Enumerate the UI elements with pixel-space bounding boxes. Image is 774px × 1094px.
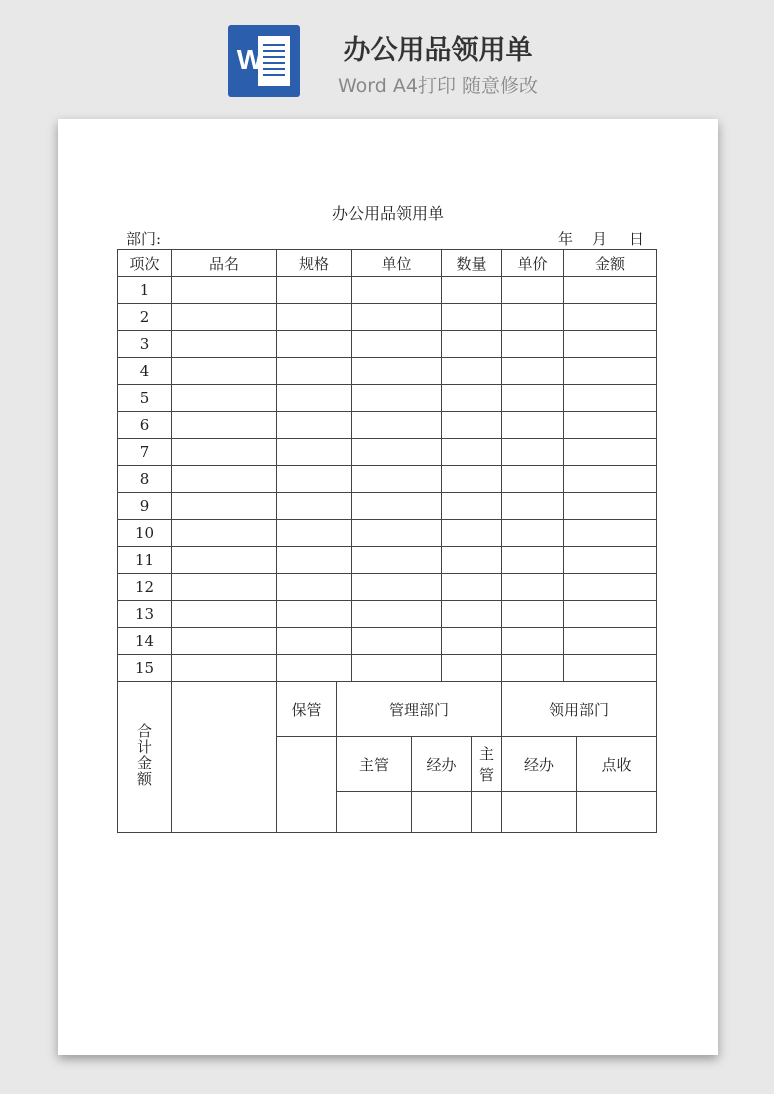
table-cell[interactable] (564, 493, 657, 520)
row-number: 14 (118, 628, 172, 655)
row-number: 2 (118, 304, 172, 331)
table-cell[interactable] (502, 439, 564, 466)
date-day-label: 日 (629, 230, 645, 248)
table-cell[interactable] (352, 304, 442, 331)
requisition-table (117, 249, 657, 833)
keeper-sign-cell[interactable] (277, 737, 337, 833)
table-cell[interactable] (502, 547, 564, 574)
table-cell[interactable] (564, 547, 657, 574)
signature-cell[interactable] (502, 792, 577, 833)
table-cell[interactable] (502, 358, 564, 385)
role-label: 主管 (337, 737, 412, 792)
signature-cell[interactable] (577, 792, 657, 833)
table-cell[interactable] (172, 628, 277, 655)
page-title: 办公用品领用单 (343, 35, 533, 66)
table-cell[interactable] (172, 304, 277, 331)
date-month-label: 月 (592, 230, 608, 248)
table-cell[interactable] (277, 439, 352, 466)
column-header: 金额 (564, 250, 657, 277)
table-cell[interactable] (352, 331, 442, 358)
table-row (118, 466, 657, 493)
header-banner (0, 0, 774, 118)
table-cell[interactable] (277, 331, 352, 358)
table-cell[interactable] (502, 466, 564, 493)
table-cell[interactable] (442, 277, 502, 304)
table-cell[interactable] (442, 439, 502, 466)
table-row (118, 358, 657, 385)
table-row (118, 331, 657, 358)
table-row (118, 304, 657, 331)
table-cell[interactable] (442, 655, 502, 682)
table-cell[interactable] (277, 655, 352, 682)
signature-cell[interactable] (337, 792, 412, 833)
table-cell[interactable] (564, 628, 657, 655)
table-cell[interactable] (502, 628, 564, 655)
table-row (118, 628, 657, 655)
table-cell[interactable] (502, 277, 564, 304)
table-row (118, 655, 657, 682)
table-cell[interactable] (502, 385, 564, 412)
table-cell[interactable] (277, 520, 352, 547)
table-cell[interactable] (277, 412, 352, 439)
row-number: 10 (118, 520, 172, 547)
table-cell[interactable] (277, 574, 352, 601)
table-row (118, 520, 657, 547)
table-cell[interactable] (352, 385, 442, 412)
form-title: 办公用品领用单 (331, 204, 444, 223)
table-cell[interactable] (172, 412, 277, 439)
column-header: 项次 (118, 250, 172, 277)
table-cell[interactable] (564, 277, 657, 304)
table-cell[interactable] (277, 466, 352, 493)
table-cell[interactable] (564, 304, 657, 331)
table-row (118, 574, 657, 601)
footer-row-top (118, 682, 657, 737)
table-cell[interactable] (442, 385, 502, 412)
keeper-label: 保管 (277, 682, 337, 737)
table-cell[interactable] (172, 493, 277, 520)
table-cell[interactable] (277, 358, 352, 385)
row-number: 15 (118, 655, 172, 682)
table-cell[interactable] (172, 331, 277, 358)
role-label: 经办 (412, 737, 472, 792)
table-cell[interactable] (564, 655, 657, 682)
role-label: 经办 (502, 737, 577, 792)
date-labels (558, 228, 644, 249)
table-cell[interactable] (172, 601, 277, 628)
table-cell[interactable] (352, 493, 442, 520)
signature-cell[interactable] (472, 792, 502, 833)
table-cell[interactable] (564, 520, 657, 547)
table-cell[interactable] (352, 628, 442, 655)
table-cell[interactable] (352, 574, 442, 601)
table-header-row (118, 250, 657, 277)
table-cell[interactable] (352, 358, 442, 385)
signature-cell[interactable] (412, 792, 472, 833)
row-number: 8 (118, 466, 172, 493)
table-cell[interactable] (172, 439, 277, 466)
table-cell[interactable] (172, 547, 277, 574)
total-label-cell (118, 682, 172, 833)
total-amount-cell[interactable] (172, 682, 277, 833)
column-header: 品名 (172, 250, 277, 277)
row-number: 5 (118, 385, 172, 412)
row-number: 9 (118, 493, 172, 520)
table-cell[interactable] (502, 331, 564, 358)
table-cell[interactable] (502, 412, 564, 439)
table-cell[interactable] (172, 358, 277, 385)
table-cell[interactable] (352, 439, 442, 466)
table-cell[interactable] (277, 493, 352, 520)
table-cell[interactable] (352, 277, 442, 304)
row-number: 6 (118, 412, 172, 439)
table-cell[interactable] (172, 655, 277, 682)
row-number: 13 (118, 601, 172, 628)
table-cell[interactable] (564, 439, 657, 466)
table-cell[interactable] (564, 601, 657, 628)
table-cell[interactable] (352, 520, 442, 547)
table-cell[interactable] (564, 385, 657, 412)
table-row (118, 493, 657, 520)
table-cell[interactable] (172, 385, 277, 412)
table-cell[interactable] (442, 628, 502, 655)
column-header: 规格 (277, 250, 352, 277)
table-cell[interactable] (442, 493, 502, 520)
table-cell[interactable] (172, 520, 277, 547)
table-cell[interactable] (442, 574, 502, 601)
table-cell[interactable] (442, 304, 502, 331)
table-cell[interactable] (442, 520, 502, 547)
table-cell[interactable] (277, 628, 352, 655)
table-cell[interactable] (442, 547, 502, 574)
date-year-label: 年 (558, 230, 574, 248)
column-header: 数量 (442, 250, 502, 277)
table-cell[interactable] (442, 358, 502, 385)
table-cell[interactable] (352, 655, 442, 682)
table-cell[interactable] (352, 547, 442, 574)
table-row (118, 439, 657, 466)
table-row (118, 601, 657, 628)
table-cell[interactable] (352, 601, 442, 628)
column-header: 单位 (352, 250, 442, 277)
management-dept-label: 管理部门 (337, 682, 502, 737)
table-cell[interactable] (352, 412, 442, 439)
table-row (118, 277, 657, 304)
row-number: 7 (118, 439, 172, 466)
table-cell[interactable] (172, 277, 277, 304)
table-cell[interactable] (442, 601, 502, 628)
table-cell[interactable] (502, 520, 564, 547)
row-number: 3 (118, 331, 172, 358)
department-label: 部门: (126, 230, 162, 248)
table-cell[interactable] (564, 574, 657, 601)
word-icon (228, 25, 300, 97)
table-cell[interactable] (502, 493, 564, 520)
table-cell[interactable] (172, 574, 277, 601)
table-row (118, 385, 657, 412)
receiving-dept-label: 领用部门 (502, 682, 657, 737)
table-cell[interactable] (277, 385, 352, 412)
row-number: 4 (118, 358, 172, 385)
column-header: 单价 (502, 250, 564, 277)
table-cell[interactable] (564, 331, 657, 358)
table-cell[interactable] (502, 655, 564, 682)
table-cell[interactable] (502, 574, 564, 601)
table-cell[interactable] (442, 466, 502, 493)
table-cell[interactable] (172, 466, 277, 493)
table-cell[interactable] (502, 601, 564, 628)
table-cell[interactable] (277, 304, 352, 331)
table-cell[interactable] (442, 331, 502, 358)
word-letter: W (236, 44, 264, 75)
total-label: 合计金额 (135, 723, 153, 787)
table-cell[interactable] (277, 601, 352, 628)
table-cell[interactable] (564, 412, 657, 439)
table-cell[interactable] (564, 358, 657, 385)
row-number: 12 (118, 574, 172, 601)
table-cell[interactable] (277, 547, 352, 574)
page-subtitle: Word A4打印 随意修改 (337, 75, 538, 97)
role-label: 主管 (472, 737, 502, 792)
table-cell[interactable] (277, 277, 352, 304)
table-row (118, 547, 657, 574)
row-number: 11 (118, 547, 172, 574)
row-number: 1 (118, 277, 172, 304)
document-page (58, 119, 718, 1055)
table-row (118, 412, 657, 439)
table-cell[interactable] (442, 412, 502, 439)
table-cell[interactable] (352, 466, 442, 493)
role-label: 点收 (577, 737, 657, 792)
table-cell[interactable] (564, 466, 657, 493)
table-cell[interactable] (502, 304, 564, 331)
